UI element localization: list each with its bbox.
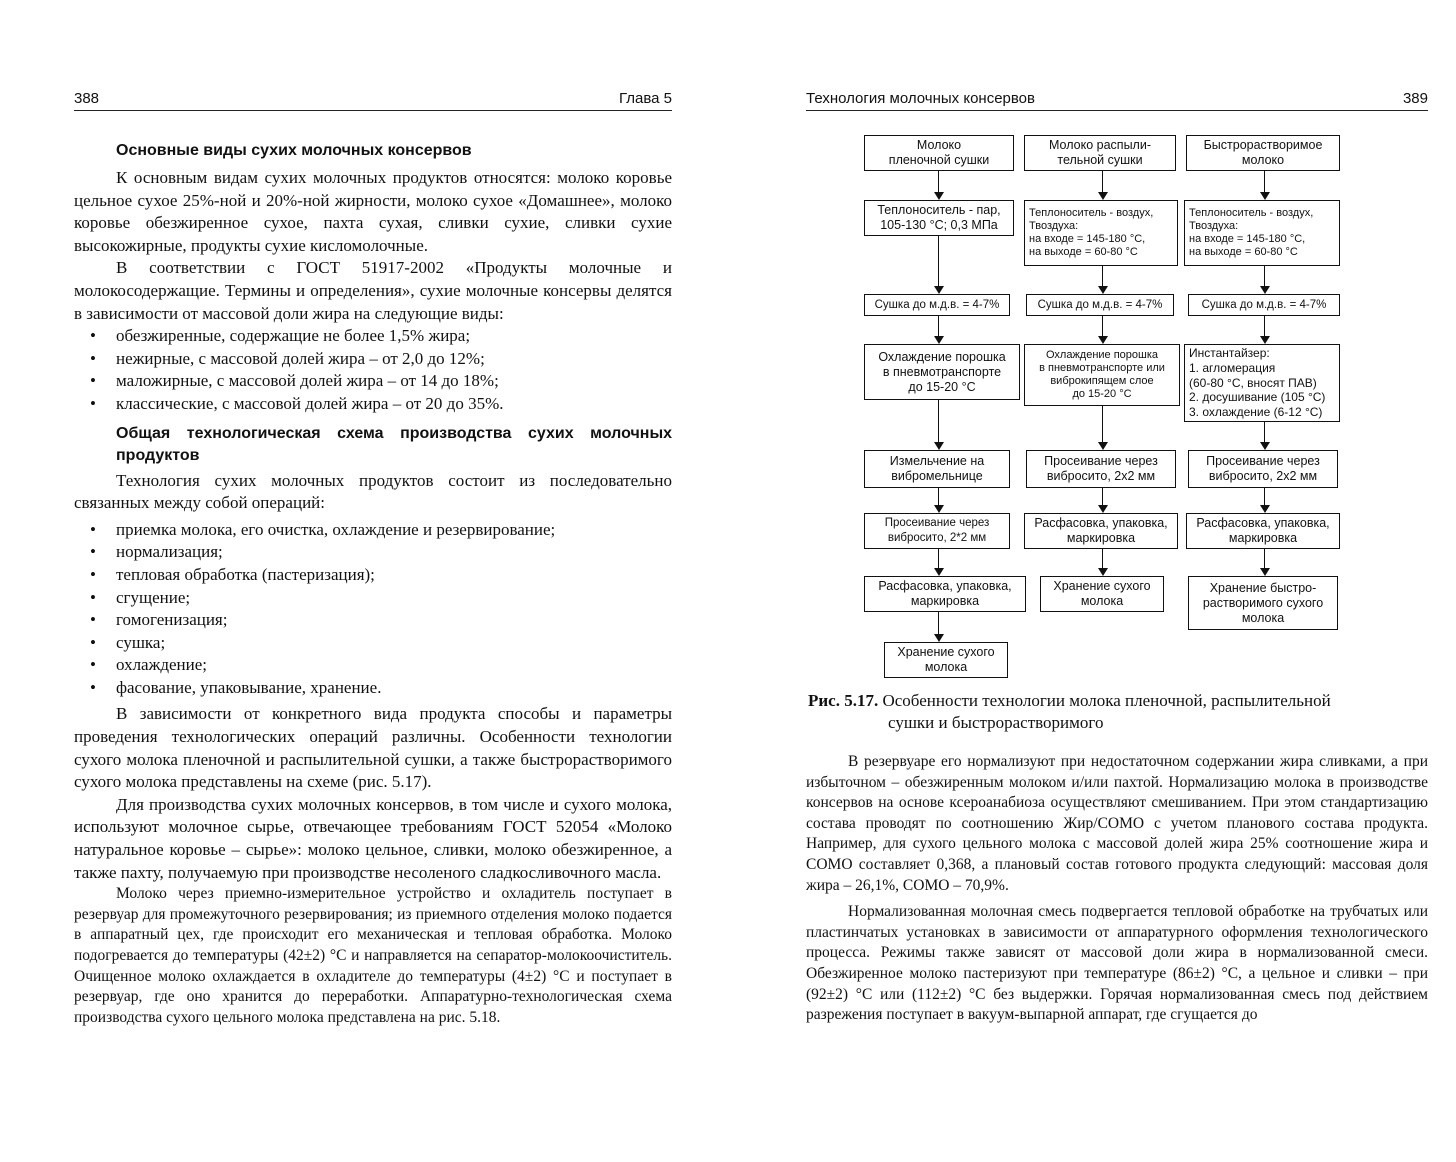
connector-line: [1102, 266, 1103, 286]
list-item: • приемка молока, его очистка, охлаждение и резервирование;: [74, 519, 672, 542]
connector-line: [1264, 171, 1265, 192]
right-page: [728, 0, 1456, 1162]
operations-list: [74, 519, 672, 700]
connector-line: [938, 236, 939, 286]
list-item: • обезжиренные, содержащие не более 1,5% жира;: [74, 325, 672, 348]
flow-box: Хранение сухого молока: [1040, 576, 1164, 612]
flow-box: Молоко пленочной сушки: [864, 135, 1014, 171]
list-item: • гомогенизация;: [74, 609, 672, 632]
flow-box: Быстрорастворимое молоко: [1186, 135, 1340, 171]
list-item: • нормализация;: [74, 541, 672, 564]
arrow-head: [1098, 442, 1108, 450]
list-item: • тепловая обработка (пастеризация);: [74, 564, 672, 587]
arrow-head: [1098, 505, 1108, 513]
flow-box: Хранение быстро- растворимого сухого молока: [1188, 576, 1338, 630]
flow-box: Теплоноситель - воздух, Твоздуха: на входе = 145-180 °С, на выходе = 60-80 °С: [1024, 200, 1178, 266]
flow-box: Расфасовка, упаковка, маркировка: [1186, 513, 1340, 549]
connector-line: [1102, 488, 1103, 505]
arrow-head: [1260, 505, 1270, 513]
figure-caption: [808, 690, 1428, 734]
paragraph: В резервуаре его нормализуют при недостаточном содержании жира сливками, а при избыточном – обезжиренным молоком и/или пахтой. Нормализацию молока в производстве консервов на основе ксероанабиоза осуществляют смешиванием. При этом стандартизацию состава проводят по соотношению Жир/СОМО с учетом планового состава продукта. Например, для сухого цельного молока с массовой долей жира 25% соотношение жира и СОМО составляет 0,368, а плановый состав готового продукта следующий: массовая доля жира – 26,1%, СОМО – 70,9%.: [806, 753, 1428, 894]
list-item: • классические, с массовой долей жира – от 20 до 35%.: [74, 393, 672, 416]
page-number: 389: [1402, 90, 1428, 107]
connector-line: [938, 400, 939, 442]
list-item: • маложирные, с массовой долей жира – от 14 до 18%;: [74, 370, 672, 393]
flow-box: Просеивание через вибросито, 2х2 мм: [1188, 450, 1338, 488]
list-item: • сгущение;: [74, 587, 672, 610]
flow-box: Расфасовка, упаковка, маркировка: [1024, 513, 1178, 549]
paragraph: К основным видам сухих молочных продуктов относятся: молоко коровье цельное сухое 25%-ной и 20%-ной жирности, молоко сухое «Домашнее», молоко коровье обезжиренное сухое, пахта сухая, сливки сухие, сливки сухие высокожирные, продукты сухие кисломолочные.: [74, 168, 672, 255]
section-heading: Основные виды сухих молочных консервов: [116, 142, 472, 159]
right-body: [806, 752, 1428, 1026]
connector-line: [1102, 171, 1103, 192]
arrow-head: [1098, 192, 1108, 200]
flow-box: Сушка до м.д.в. = 4-7%: [1026, 294, 1174, 316]
arrow-head: [1260, 336, 1270, 344]
fat-types-list: [74, 325, 672, 415]
paragraph: Нормализованная молочная смесь подвергается тепловой обработке на трубчатых или пластинчатых установках в зависимости от аппаратурного оформления технологического процесса. Режимы также зависят от массовой доли жира в нормализованной смеси. Обезжиренное молоко пастеризуют при температуре (86±2) °С, а цельное и сливки – при (92±2) °С или (112±2) °С без выдержки. Горячая нормализованная смесь под действием разрежения поступает в вакуум-выпарной аппарат, где сгущается до: [806, 903, 1428, 1024]
paragraph: В соответствии с ГОСТ 51917-2002 «Продукты молочные и молокосодержащие. Термины и определения», сухие молочные консервы делятся в зависимости от массовой доли жира на следующие виды:: [74, 258, 672, 323]
running-header: [74, 86, 672, 111]
arrow-head: [1098, 286, 1108, 294]
connector-line: [938, 171, 939, 192]
caption-line-1: Особенности технологии молока пленочной, распылительной: [882, 691, 1331, 710]
connector-line: [1102, 549, 1103, 568]
connector-line: [1102, 316, 1103, 336]
flow-box: Просеивание через вибросито, 2*2 мм: [864, 513, 1010, 549]
flow-box: Теплоноситель - пар, 105-130 °С; 0,3 МПа: [864, 200, 1014, 236]
arrow-head: [934, 192, 944, 200]
arrow-head: [934, 286, 944, 294]
paragraph: Молоко через приемно-измерительное устройство и охладитель поступает в резервуар для промежуточного резервирования; из приемного отделения молоко подается в аппаратный цех, где происходит его механическая и тепловая обработка. Молоко подогревается до температуры (42±2) °С и направляется на сепаратор-молокоочиститель. Очищенное молоко охлаждается в охладителе до температуры (4±2) °С и поступает в резервуар, где оно хранится до переработки. Аппаратурно-технологическая схема производства сухого цельного молока представлена на рис. 5.18.: [74, 885, 672, 1026]
connector-line: [938, 488, 939, 505]
flow-box: Охлаждение порошка в пневмотранспорте до 15-20 °С: [864, 344, 1020, 400]
arrow-head: [934, 442, 944, 450]
arrow-head: [934, 505, 944, 513]
arrow-head: [934, 336, 944, 344]
arrow-head: [1260, 442, 1270, 450]
arrow-head: [1260, 568, 1270, 576]
flow-box: Охлаждение порошка в пневмотранспорте или виброкипящем слое до 15-20 °С: [1024, 344, 1180, 406]
list-item: • охлаждение;: [74, 654, 672, 677]
section-heading: Общая технологическая схема производства сухих молочных продуктов: [116, 424, 672, 464]
flow-box: Сушка до м.д.в. = 4-7%: [1188, 294, 1340, 316]
flow-box: Измельчение на вибромельнице: [864, 450, 1010, 488]
list-item: • фасование, упаковывание, хранение.: [74, 677, 672, 700]
connector-line: [938, 316, 939, 336]
chapter-title: Технология молочных консервов: [806, 90, 1035, 107]
arrow-head: [934, 568, 944, 576]
arrow-head: [1098, 568, 1108, 576]
paragraph: Для производства сухих молочных консервов, в том числе и сухого молока, используют молочное сырье, отвечающее требованиям ГОСТ 52054 «Молоко натуральное коровье – сырье»: молоко цельное, сливки, молоко обезжиренное, а также пахту, получаемую при производстве несоленого сладкосливочного масла.: [74, 794, 672, 882]
page-number: 388: [74, 90, 100, 107]
flow-box: Расфасовка, упаковка, маркировка: [864, 576, 1026, 612]
connector-line: [938, 549, 939, 568]
flow-box: Хранение сухого молока: [884, 642, 1008, 678]
arrow-head: [1260, 286, 1270, 294]
left-body: [74, 140, 672, 1028]
list-item: • нежирные, с массовой долей жира – от 2,0 до 12%;: [74, 348, 672, 371]
figure-number: Рис. 5.17.: [808, 691, 879, 710]
arrow-head: [934, 634, 944, 642]
connector-line: [1102, 406, 1103, 442]
flowchart-figure: [728, 0, 1456, 760]
flow-box: Инстантайзер: 1. агломерация (60-80 °С, вносят ПАВ) 2. досушивание (105 °С) 3. охлаждение (6-12 °С): [1184, 344, 1340, 422]
flow-box: Просеивание через вибросито, 2х2 мм: [1026, 450, 1176, 488]
connector-line: [1264, 549, 1265, 568]
paragraph: В зависимости от конкретного вида продукта способы и параметры проведения технологических операций различны. Особенности технологии сухого молока пленочной и распылительной сушки, а также быстрорастворимого сухого молока представлены на схеме (рис. 5.17).: [74, 704, 672, 792]
chapter-title: Глава 5: [618, 90, 672, 107]
arrow-head: [1260, 192, 1270, 200]
list-item: • сушка;: [74, 632, 672, 655]
caption-line-2: сушки и быстрорастворимого: [888, 713, 1104, 732]
connector-line: [1264, 422, 1265, 442]
paragraph: Технология сухих молочных продуктов состоит из последовательно связанных между собой операций:: [74, 470, 672, 513]
connector-line: [1264, 488, 1265, 505]
flow-box: Теплоноситель - воздух, Твоздуха: на входе = 145-180 °С, на выходе = 60-80 °С: [1184, 200, 1340, 266]
arrow-head: [1098, 336, 1108, 344]
connector-line: [1264, 266, 1265, 286]
flow-box: Молоко распыли- тельной сушки: [1024, 135, 1176, 171]
connector-line: [1264, 316, 1265, 336]
flow-box: Сушка до м.д.в. = 4-7%: [864, 294, 1010, 316]
connector-line: [938, 612, 939, 634]
